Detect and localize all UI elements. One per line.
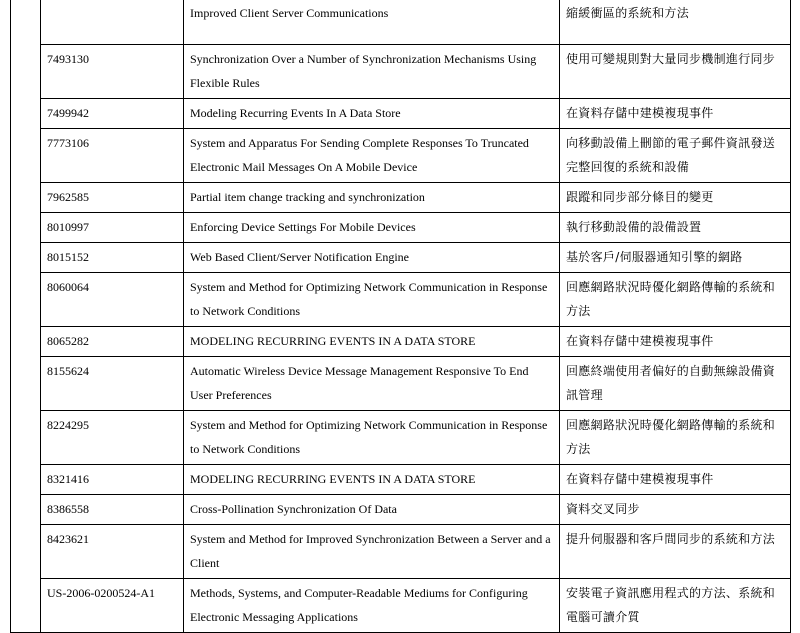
patent-title-cell: Partial item change tracking and synchronization: [184, 183, 560, 213]
table-row: [11, 213, 791, 243]
patent-number-cell: 8060064: [41, 273, 184, 327]
patent-title-cell: MODELING RECURRING EVENTS IN A DATA STORE: [184, 327, 560, 357]
table-row: [11, 465, 791, 495]
patent-number-cell: [41, 0, 184, 45]
patent-title-chinese-cell: 跟蹤和同步部分條目的變更: [560, 183, 791, 213]
table-row: [11, 357, 791, 411]
patent-title-cell: System and Method for Improved Synchronization Between a Server and a Client: [184, 525, 560, 579]
patent-title-cell: System and Apparatus For Sending Complete Responses To Truncated Electronic Mail Messages On A Mobile Device: [184, 129, 560, 183]
patent-title-cell: Improved Client Server Communications: [184, 0, 560, 45]
patent-number-cell: 8386558: [41, 495, 184, 525]
table-row: [11, 99, 791, 129]
patent-number-cell: 7493130: [41, 45, 184, 99]
patent-number-cell: 8010997: [41, 213, 184, 243]
patent-title-cell: Cross-Pollination Synchronization Of Data: [184, 495, 560, 525]
patent-number-cell: 8155624: [41, 357, 184, 411]
patent-number-cell: 7499942: [41, 99, 184, 129]
patent-title-chinese-cell: 向移動設備上刪節的電子郵件資訊發送完整回復的系統和設備: [560, 129, 791, 183]
patent-title-cell: Modeling Recurring Events In A Data Store: [184, 99, 560, 129]
table-row: [11, 129, 791, 183]
table-row: [11, 411, 791, 465]
patent-title-cell: System and Method for Optimizing Network Communication in Response to Network Conditions: [184, 273, 560, 327]
patent-title-chinese-cell: 執行移動設備的設備設置: [560, 213, 791, 243]
patent-title-chinese-cell: 回應網路狀況時優化網路傳輸的系統和方法: [560, 411, 791, 465]
patent-title-chinese-cell: 安裝電子資訊應用程式的方法、系統和電腦可讀介質: [560, 579, 791, 633]
patent-title-chinese-cell: 回應終端使用者偏好的自動無線設備資訊管理: [560, 357, 791, 411]
row-gutter-cell: [11, 0, 41, 633]
patent-title-cell: Automatic Wireless Device Message Management Responsive To End User Preferences: [184, 357, 560, 411]
table-row: [11, 45, 791, 99]
table-row: [11, 579, 791, 633]
table-row: [11, 525, 791, 579]
patent-title-chinese-cell: 使用可變規則對大量同步機制進行同步: [560, 45, 791, 99]
patent-number-cell: 8321416: [41, 465, 184, 495]
patent-title-cell: MODELING RECURRING EVENTS IN A DATA STORE: [184, 465, 560, 495]
table-row: [11, 183, 791, 213]
patent-title-chinese-cell: 縮緩衝區的系統和方法: [560, 0, 791, 45]
patent-number-cell: US-2006-0200524-A1: [41, 579, 184, 633]
patent-title-cell: System and Method for Optimizing Network Communication in Response to Network Conditions: [184, 411, 560, 465]
patent-title-chinese-cell: 回應網路狀況時優化網路傳輸的系統和方法: [560, 273, 791, 327]
table-row: [11, 0, 791, 45]
patent-number-cell: 8015152: [41, 243, 184, 273]
patent-title-chinese-cell: 在資料存儲中建模複現事件: [560, 99, 791, 129]
patent-title-chinese-cell: 基於客戶/伺服器通知引擎的網路: [560, 243, 791, 273]
patent-number-cell: 7962585: [41, 183, 184, 213]
table-row: [11, 495, 791, 525]
patent-title-cell: Synchronization Over a Number of Synchronization Mechanisms Using Flexible Rules: [184, 45, 560, 99]
table-row: [11, 327, 791, 357]
patent-number-cell: 8224295: [41, 411, 184, 465]
patent-title-cell: Web Based Client/Server Notification Engine: [184, 243, 560, 273]
patent-table: [10, 0, 791, 633]
patent-title-cell: Methods, Systems, and Computer-Readable Mediums for Configuring Electronic Messaging Applications: [184, 579, 560, 633]
patent-number-cell: 8065282: [41, 327, 184, 357]
patent-number-cell: 8423621: [41, 525, 184, 579]
patent-title-chinese-cell: 資料交叉同步: [560, 495, 791, 525]
table-row: [11, 273, 791, 327]
patent-title-chinese-cell: 在資料存儲中建模複現事件: [560, 465, 791, 495]
patent-title-cell: Enforcing Device Settings For Mobile Devices: [184, 213, 560, 243]
table-row: [11, 243, 791, 273]
patent-table-body: [11, 0, 791, 633]
patent-title-chinese-cell: 提升伺服器和客戶間同步的系統和方法: [560, 525, 791, 579]
patent-number-cell: 7773106: [41, 129, 184, 183]
patent-title-chinese-cell: 在資料存儲中建模複現事件: [560, 327, 791, 357]
